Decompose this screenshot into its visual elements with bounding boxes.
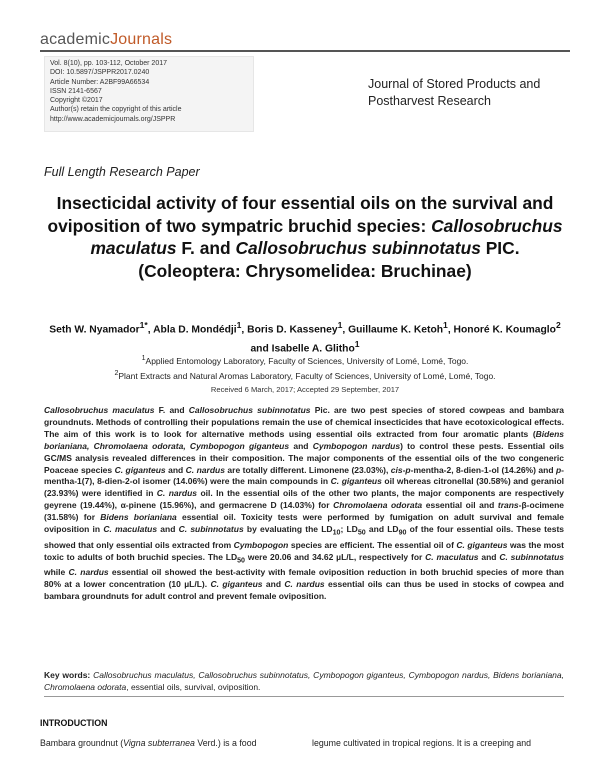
abs-6: and (289, 440, 313, 451)
abs-26: essential oil. Toxicity tests were performed by fumigation on adult survival and female oviposition in (44, 512, 565, 535)
author-6-sup: 1 (354, 339, 360, 350)
affiliation-2 (40, 367, 570, 382)
abs-38: species are efficient. The essential oil of (288, 539, 457, 550)
header-rule (40, 50, 570, 52)
meta-rights: Author(s) retain the copyright of this article (50, 106, 182, 114)
abs-16: -mentha-1(7), 8-dien-2-ol isomer (14.06%) were the main compounds in (44, 464, 564, 487)
abs-8: ) to control these pests. Essential oils GC/MS analysis revealed differences in their composition. The major components of the essential oils of the two congeneric Poaceae species (44, 440, 564, 475)
meta-doi: DOI: 10.5897/JSPPR2017.0240 (50, 69, 150, 77)
received-dates: Received 6 March, 2017; Accepted 29 September, 2017 (210, 385, 400, 394)
abs-10: and (165, 464, 186, 475)
meta-article-number: Article Number: A2BF99A66534 (50, 78, 150, 86)
author-2: , Abla D. Mondédji (147, 324, 237, 336)
abs-49: C. giganteus (210, 579, 263, 590)
abs-23: trans (497, 500, 519, 511)
abs-12: are totally different. Limonene (23.03%), (224, 464, 391, 475)
intro-column-1 (40, 738, 257, 748)
abs-14: -mentha-2, 8-dien-1-ol (14.26%) and (410, 464, 556, 475)
affiliation-1 (40, 352, 570, 367)
abs-30: by evaluating the LD (243, 524, 333, 535)
abs-50: and (262, 579, 285, 590)
author-3: , Boris D. Kasseney (241, 324, 338, 336)
abs-13: cis-p (390, 464, 411, 475)
intro-column-2: legume cultivated in tropical regions. It is a creeping and (312, 738, 532, 748)
abs-9: C. giganteus (114, 464, 166, 475)
meta-url[interactable]: http://www.academicjournals.org/JSPPR (50, 115, 176, 123)
abs-2: F. and (154, 405, 189, 415)
meta-volume: Vol. 8(10), pp. 103-112, October 2017 (50, 60, 168, 67)
affiliation-1-sup: 1 (141, 354, 146, 362)
keywords-species: Callosobruchus maculatus, Callosobruchus subinnotatus, Cymbopogon giganteus, Cymbopogon nardus, Bidens borianiana, Chromolaena odorata (44, 670, 564, 692)
abs-39: C. giganteus (456, 539, 508, 550)
abs-48: essential oil showed the best-activity with female oviposition reduction in both bruchid species of more than 80% at a lower concentration (10 µL/L). (44, 567, 564, 590)
abs-44: and (478, 551, 500, 562)
intro-c1-a: Bambara groundnut ( (40, 738, 124, 748)
affiliation-2-text: Plant Extracts and Natural Aromas Laboratory, Faculty of Sciences, University of Lomé, Lomé, Togo. (118, 370, 496, 381)
title-species-2: Callosobruchus subinnotatus (235, 238, 481, 258)
journal-name-line-2: Postharvest Research (368, 94, 491, 108)
abs-28: and (157, 524, 179, 535)
logo-part-2: Journals (110, 31, 173, 48)
abs-51: C. nardus (284, 579, 325, 590)
author-3-sup: 1 (337, 320, 343, 330)
abs-34: and LD (365, 524, 399, 535)
author-6: and Isabelle A. Glitho (250, 343, 355, 355)
abs-31: 10 (332, 528, 341, 537)
abs-47: C. nardus (68, 567, 109, 578)
author-1: Seth W. Nyamador (49, 324, 140, 336)
abs-32: ; LD (340, 524, 358, 535)
publisher-logo (40, 31, 172, 49)
abs-4: Pic. are two pest species of stored cowpeas and bambara groundnuts. Methods of controlling their populations remain the use of chemical insecticides that have ecotoxicological effects. The aim of this work is to look for alternative methods using essential oils extracted from four aromatic plants ( (44, 405, 565, 439)
abs-17: C. giganteus (330, 476, 382, 487)
abs-11: C. nardus (185, 464, 225, 475)
abs-43: C. maculatus (425, 551, 479, 562)
intro-c1-b: Vigna subterranea (123, 738, 195, 748)
author-1-sup: 1* (139, 320, 148, 330)
abs-21: Chromolaena odorata (333, 500, 423, 511)
abs-18: oil whereas citronellal (30.58%) and geraniol (23.93%) were identified in (44, 476, 564, 499)
abs-7: Cymbopogon nardus (312, 440, 401, 451)
title-text-3: PIC. (Coleoptera: Chrysomelidea: Bruchinae) (138, 238, 520, 281)
abs-5: Bidens borianiana, Chromolaena odorata, Cymbopogon giganteus (44, 428, 564, 451)
keywords-rule (44, 696, 564, 697)
intro-c1-c: Verd.) is a food (194, 738, 257, 748)
abs-46: while (44, 567, 69, 578)
abs-37: Cymbopogon (233, 539, 289, 550)
abs-24: -β-ocimene (31.58%) for (44, 500, 564, 523)
abs-15: p (555, 464, 562, 475)
abs-19: C. nardus (156, 488, 198, 499)
abs-35: 90 (398, 528, 407, 537)
abs-27: C. maculatus (103, 524, 158, 535)
abs-42: were 20.06 and 34.62 µL/L, respectively for (245, 551, 426, 562)
abs-25: Bidens borianiana (100, 512, 177, 523)
affiliation-2-sup: 2 (114, 368, 119, 377)
title-text-1: Insecticidal activity of four essential oils on the survival and oviposition of two sympatric bruchid species: (47, 193, 554, 236)
author-4: , Guillaume K. Ketoh (342, 324, 444, 336)
abs-45: C. subinnotatus (499, 551, 564, 562)
abstract (44, 405, 564, 603)
paper-type: Full Length Research Paper (44, 165, 200, 179)
keywords-rest: , essential oils, survival, oviposition. (126, 681, 261, 692)
affiliations (40, 352, 570, 382)
abs-1: Callosobruchus maculatus (44, 405, 155, 415)
article-meta-box (44, 56, 254, 132)
author-5-sup: 2 (555, 320, 561, 330)
journal-name (368, 76, 568, 110)
title-text-2: F. and (176, 238, 236, 258)
abs-41: 50 (237, 556, 245, 565)
abs-36: of the four essential oils. These tests showed that only essential oils extracted from (44, 524, 565, 550)
affiliation-1-text: Applied Entomology Laboratory, Faculty of Sciences, University of Lomé, Lomé, Togo. (145, 355, 469, 366)
abs-3: Callosobruchus subinnotatus (188, 405, 311, 415)
introduction-heading: INTRODUCTION (40, 718, 108, 728)
author-5: , Honoré K. Koumaglo (447, 324, 556, 336)
abs-22: essential oil and (422, 500, 498, 511)
keywords (44, 670, 564, 694)
journal-name-line-1: Journal of Stored Products and (368, 77, 541, 91)
abs-29: C. subinnotatus (178, 524, 244, 535)
author-2-sup: 1 (236, 320, 242, 330)
paper-title (40, 192, 570, 282)
abs-52: essential oils can thus be used in stocks of cowpea and bambara groundnuts for adult control and prevent female oviposition. (44, 579, 564, 601)
keywords-label: Key words: (44, 670, 91, 680)
meta-issn: ISSN 2141-6567 (50, 87, 102, 95)
title-species-1: Callosobruchus maculatus (90, 215, 563, 258)
logo-part-1: academic (40, 31, 111, 48)
abs-40: was the most toxic to adults of both bruchid species. The LD (44, 539, 564, 562)
meta-copyright: Copyright ©2017 (50, 97, 103, 105)
abs-33: 50 (357, 528, 366, 537)
abs-20: oil. In the essential oils of the other two plants, the major components are respectively geyrene (19.44%), α-pinene (15.96%), and germacrene D (14.03%) for (44, 488, 565, 511)
author-4-sup: 1 (443, 320, 448, 330)
